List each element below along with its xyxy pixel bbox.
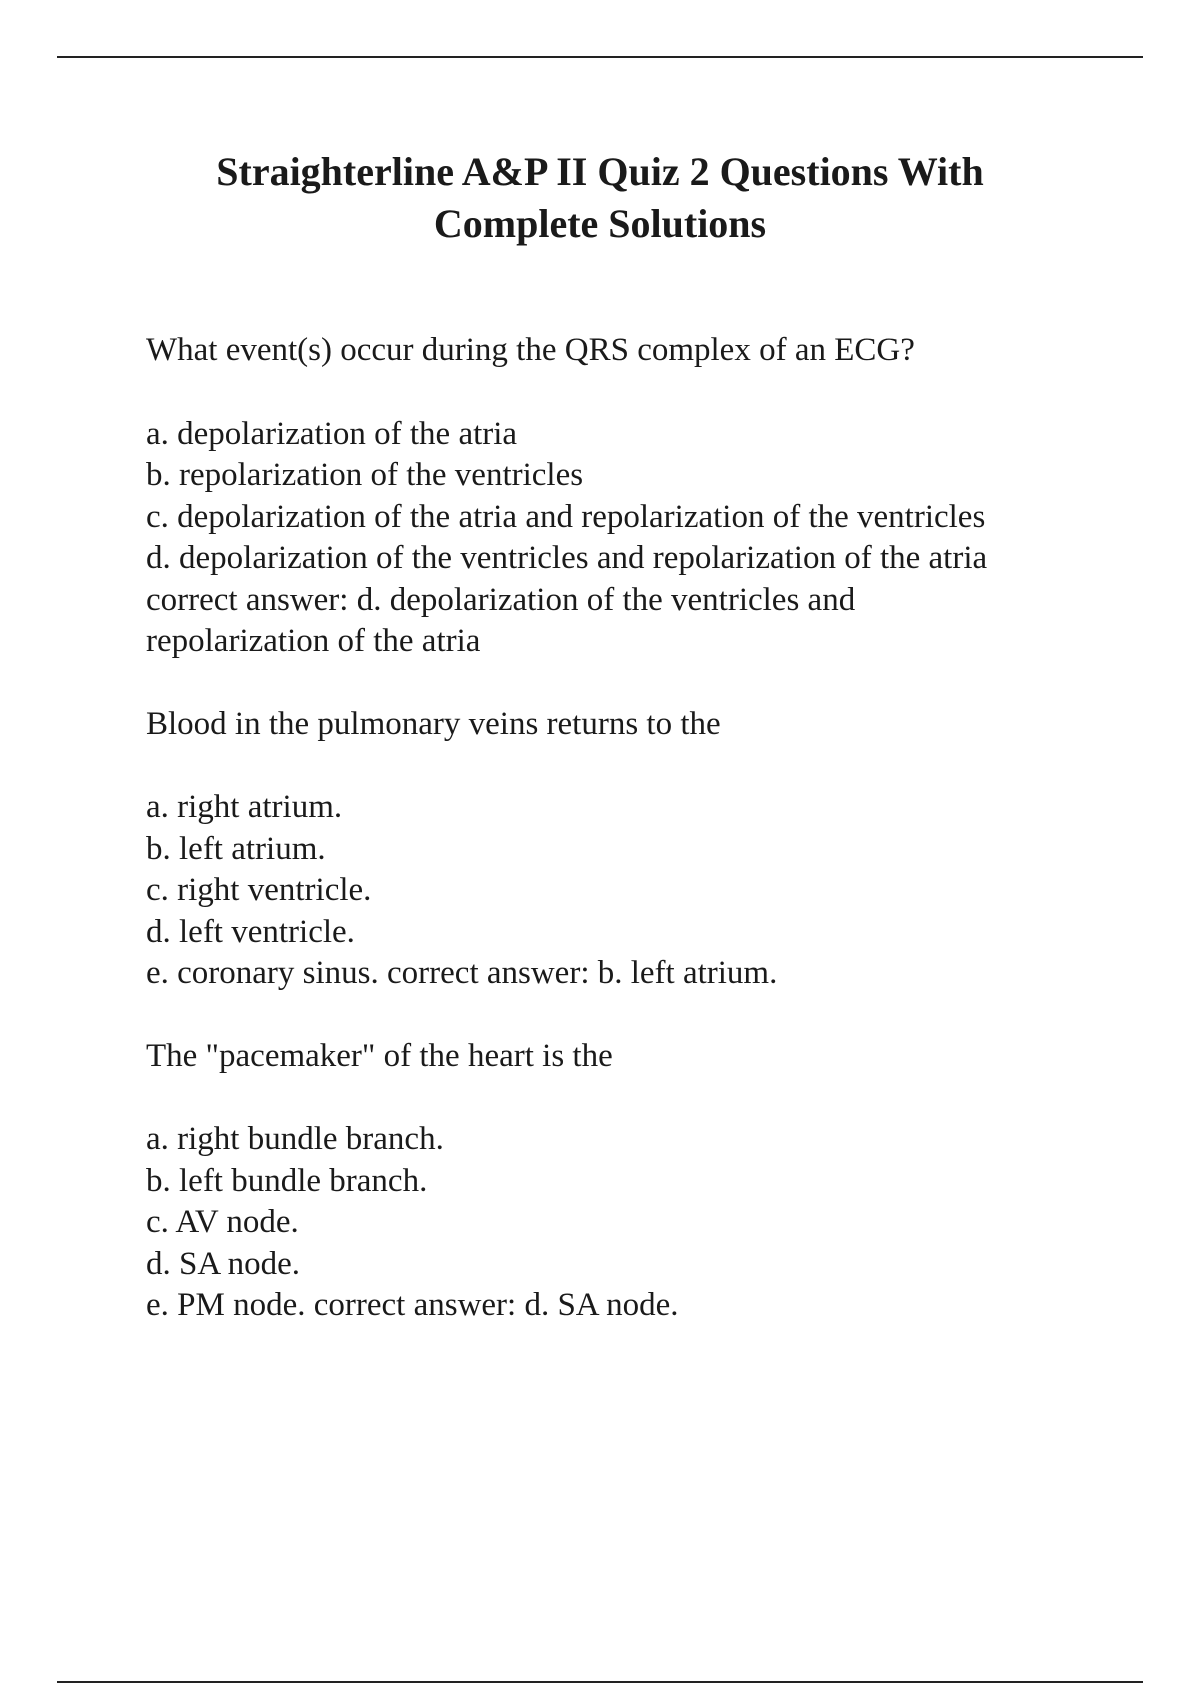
option-c: c. AV node.	[146, 1204, 299, 1240]
title-line-2: Complete Solutions	[433, 201, 767, 246]
option-e-with-answer: e. coronary sinus. correct answer: b. left atrium.	[146, 955, 778, 991]
top-divider	[57, 56, 1143, 58]
question-text: The "pacemaker" of the heart is the	[146, 1037, 613, 1074]
question-text: What event(s) occur during the QRS complex of an ECG?	[146, 332, 915, 368]
question-block-2	[146, 704, 1156, 995]
option-a: a. right atrium.	[146, 789, 343, 825]
question-block-1	[146, 330, 1156, 663]
page-title	[120, 146, 1080, 250]
correct-answer-line-1: correct answer: d. depolarization of the ventricles and	[146, 581, 856, 618]
title-line-1: Straighterline A&P II Quiz 2 Questions With	[216, 149, 984, 194]
option-a: a. right bundle branch.	[146, 1121, 444, 1157]
option-d: d. SA node.	[146, 1245, 301, 1282]
option-b: b. repolarization of the ventricles	[146, 457, 584, 493]
option-b: b. left atrium.	[146, 830, 326, 867]
option-c: c. depolarization of the atria and repolarization of the ventricles	[146, 498, 986, 535]
bottom-divider	[57, 1681, 1143, 1683]
option-c: c. right ventricle.	[146, 872, 372, 908]
option-d: d. left ventricle.	[146, 913, 355, 950]
quiz-content	[146, 330, 1156, 1368]
correct-answer-line-2: repolarization of the atria	[146, 623, 481, 659]
option-b: b. left bundle branch.	[146, 1162, 428, 1199]
option-a: a. depolarization of the atria	[146, 415, 518, 452]
option-e-with-answer: e. PM node. correct answer: d. SA node.	[146, 1287, 679, 1323]
question-text: Blood in the pulmonary veins returns to the	[146, 705, 721, 742]
question-block-3	[146, 1036, 1156, 1327]
option-d: d. depolarization of the ventricles and repolarization of the atria	[146, 540, 988, 576]
